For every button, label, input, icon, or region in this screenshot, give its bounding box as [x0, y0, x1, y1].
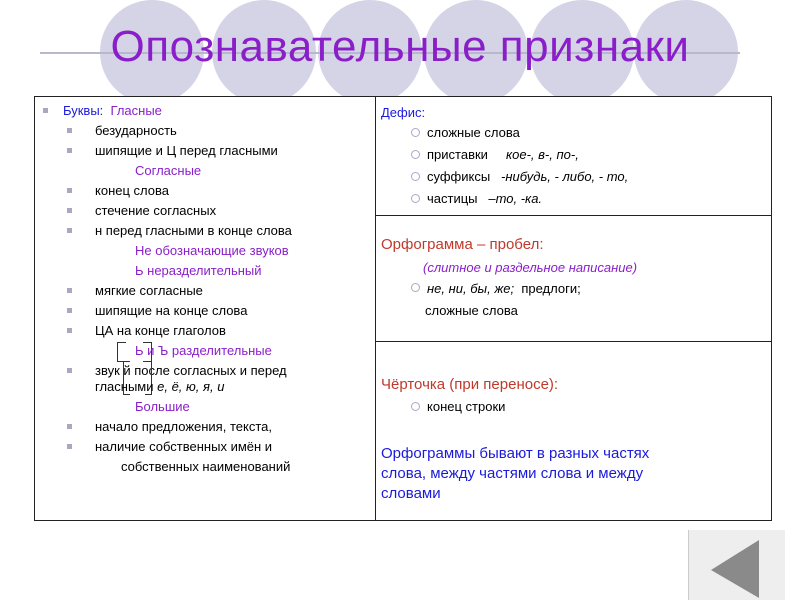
hyphen-item: частицы –то, -ка.	[427, 191, 543, 206]
space-subtitle: (слитное и раздельное написание)	[423, 260, 638, 275]
left-header	[63, 103, 162, 119]
hyphen-item: приставки кое-, в-, по-,	[427, 147, 579, 162]
hyphen-item: сложные слова	[427, 125, 520, 140]
left-item: начало предложения, текста,	[95, 419, 272, 434]
left-heading: Согласные	[135, 163, 202, 178]
vowel-letters: е, ё, ю, я, и	[157, 379, 225, 394]
left-item: мягкие согласные	[95, 283, 203, 298]
bullet-square	[67, 368, 72, 373]
bullet-ring	[411, 194, 420, 203]
left-heading: Ь и Ъ разделительные	[135, 343, 272, 358]
bullet-ring	[411, 150, 420, 159]
space-title: Орфограмма – пробел:	[381, 236, 544, 253]
bullet-square	[67, 308, 72, 313]
left-item: собственных наименований	[121, 459, 291, 474]
bullet-ring	[411, 128, 420, 137]
hyphen-title: Дефис:	[381, 105, 426, 120]
bullet-square	[43, 108, 48, 113]
bullet-square	[67, 128, 72, 133]
bullet-square	[67, 288, 72, 293]
dash-item: конец строки	[427, 399, 506, 414]
column-divider	[375, 97, 376, 520]
left-item: шипящие на конце слова	[95, 303, 248, 318]
left-item: конец слова	[95, 183, 169, 198]
dash-title: Чёрточка (при переносе):	[381, 376, 559, 393]
page-title: Опознавательные признаки	[110, 22, 690, 71]
hyphen-item: суффиксы -нибудь, - либо, - то,	[427, 169, 629, 184]
bullet-square	[67, 148, 72, 153]
vowels-label: Гласные	[110, 103, 162, 118]
bullet-square	[67, 444, 72, 449]
summary-line: слова, между частями слова и между	[381, 465, 644, 482]
left-item: стечение согласных	[95, 203, 217, 218]
bullet-square	[67, 228, 72, 233]
row-divider	[375, 215, 771, 216]
left-heading: Ь неразделительный	[135, 263, 262, 278]
left-item: н перед гласными в конце слова	[95, 223, 292, 238]
summary-line: словами	[381, 485, 441, 502]
bullet-square	[67, 328, 72, 333]
left-item: ЦА на конце глаголов	[95, 323, 226, 338]
left-heading: Не обозначающие звуков	[135, 243, 289, 258]
nav-back-button[interactable]	[688, 530, 785, 600]
left-item: безударность	[95, 123, 177, 138]
bullet-ring	[411, 172, 420, 181]
bullet-square	[67, 424, 72, 429]
left-item: наличие собственных имён и	[95, 439, 273, 454]
left-item: гласными е, ё, ю, я, и	[95, 379, 225, 394]
row-divider	[375, 341, 771, 342]
bullet-square	[67, 208, 72, 213]
bullet-ring	[411, 402, 420, 411]
summary-line: Орфограммы бывают в разных частях	[381, 445, 650, 462]
left-item: шипящие и Ц перед гласными	[95, 143, 278, 158]
left-item: звук й после согласных и перед	[95, 363, 287, 378]
space-item: сложные слова	[425, 303, 518, 318]
bullet-square	[67, 188, 72, 193]
bullet-ring	[411, 283, 420, 292]
space-item: не, ни, бы, же; предлоги;	[427, 281, 581, 296]
bracket	[117, 342, 126, 362]
left-heading: Большие	[135, 399, 190, 414]
main-table	[34, 96, 772, 521]
triangle-left-icon	[689, 530, 785, 600]
letters-label: Буквы:	[63, 103, 104, 118]
